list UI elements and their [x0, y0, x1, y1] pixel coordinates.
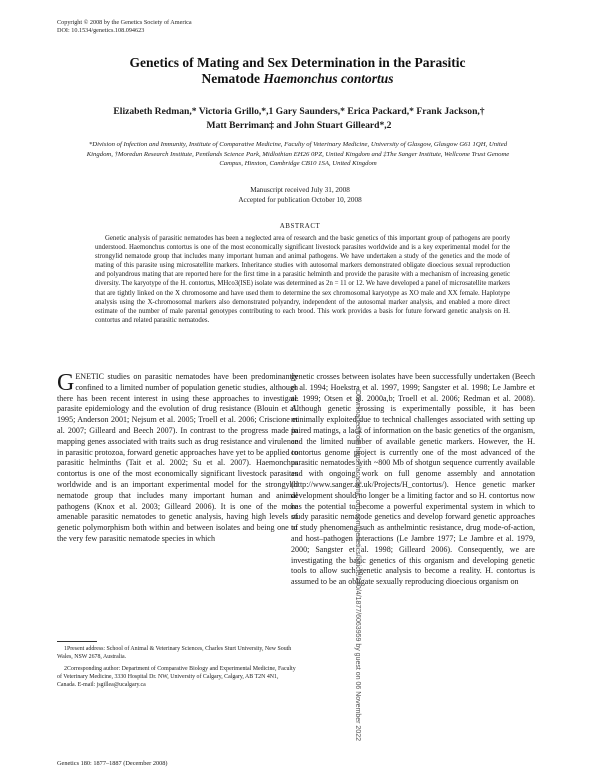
abstract — [95, 234, 510, 325]
doi-line: DOI: 10.1534/genetics.108.094623 — [57, 27, 145, 34]
footnote-2: 2Corresponding author: Department of Comparative Biology and Experimental Medicine, Faculty of Veterinary Medicine, 3330 Hospital Dr. NW, University of Calgary, Calgary, AB T2N 4N1, Canada. E-mail: jsgillea@ucalgary.ca — [57, 665, 296, 689]
accepted-date: Accepted for publication October 10, 2008 — [238, 195, 362, 204]
received-date: Manuscript received July 31, 2008 — [250, 186, 350, 194]
title-line-2-prefix: Nematode — [201, 71, 264, 86]
drop-cap: G — [57, 370, 75, 396]
intro-text-left: ENETIC studies on parasitic nematodes have been predominantly confined to a limited number of population genetic studies, although there has been recent interest in using these approaches to investigate parasite epidemiology and the evolution of drug resistance (Blouin et al. 1995; Anderson 2001; Nejsum et al. 2005; Troell et al. 2006; Criscione et al. 2007; Gilleard and Beech 2007). In contrast to the progress made in mapping genes associated with traits such as drug resistance and virulence in parasitic protozoa, forward genetic approaches have yet to be applied to parasitic helminths (Tait et al. 2002; Su et al. 2007). Haemonchus contortus is one of the most economically significant livestock parasites worldwide and is an important experimental model for the strongylid nematode group that includes many important human and animal pathogens (Knox et al. 2003; Gilleard 2006). It is one of the more amenable parasitic nematodes to genetic analysis, having high levels of genetic polymorphism both within and between isolates and being one of the very few parasitic nematode species in which — [57, 372, 298, 543]
authors-line-1: Elizabeth Redman,* Victoria Grillo,*,1 Gary Saunders,* Erica Packard,* Frank Jackson,† — [113, 106, 485, 117]
footnote-rule — [57, 641, 97, 642]
abstract-heading: ABSTRACT — [279, 222, 321, 230]
download-watermark-text: Downloaded from https://academic.oup.com/genetics/article/180/4/1877/6063959 by guest on 06 November 2022 — [354, 390, 361, 741]
title-line-2 — [70, 71, 525, 87]
author-list — [60, 105, 538, 133]
article-title — [70, 55, 525, 87]
copyright-line: Copyright © 2008 by the Genetics Society of America — [57, 19, 192, 26]
intro-paragraph — [57, 372, 298, 545]
intro-text-right: genetic crosses between isolates have been successfully undertaken (Beech et al. 1994; Hoekstra et al. 1997, 1999; Sangster et al. 1998; Le Jambre et al. 1999; Otsen et al. 2000a,b; Troell et al. 2006; Redman et al. 2008). Although genetic crossing is experimentally possible, it has been minimally exploited due to technical challenges associated with setting up paired matings, a lack of information on the basic genetics of the organism, and the limited number of available genetic markers. However, the H. contortus genome project is currently one of the most advanced of the parasitic nematodes with ~800 Mb of shotgun sequence currently available and with ongoing work on full genome assembly and annotation (http://www.sanger.ac.uk/Projects/H_contortus/). Hence genetic marker development should no longer be a limiting factor and so H. contortus now has the potential to become a powerful experimental system in which to study parasitic nematode genetics and develop forward genetic approaches to study phenomena such as anthelmintic resistance, drug mode-of-action, and host–pathogen interactions (Le Jambre 1977; Le Jambre et al. 1979, 2000; Sangster et al. 1998; Gilleard 2006). Consequently, we are investigating the basic genetics of this organism and developing genetic tools to allow such genetic analysis to become a reality. H. contortus is assumed to be an obligate sexually reproducing dioecious organism on — [291, 372, 535, 587]
body-column-right — [291, 372, 535, 588]
body-column-left — [57, 372, 298, 545]
footnote-1: 1Present address: School of Animal & Veterinary Sciences, Charles Sturt University, New South Wales, NSW 2678, Australia. — [57, 646, 292, 661]
title-line-1: Genetics of Mating and Sex Determination in the Parasitic — [129, 55, 466, 70]
affiliations: *Division of Infection and Immunity, Institute of Comparative Medicine, Faculty of Veterinary Medicine, University of Glasgow, Glasgow G61 1QH, United Kingdom, †Moredun Research Institute, Pentlands Science Park, Midlothian EH26 0PZ, United Kingdom and ‡The Sanger Institute, Wellcome Trust Genome Campus, Hinxton, Cambridge CB10 1SA, United Kingdom — [86, 141, 510, 168]
journal-reference: Genetics 180: 1877–1887 (December 2008) — [57, 760, 168, 767]
manuscript-dates — [90, 186, 510, 205]
authors-line-2: Matt Berriman‡ and John Stuart Gilleard*,2 — [206, 120, 392, 131]
copyright-block — [57, 19, 192, 35]
abstract-text: Genetic analysis of parasitic nematodes has been a neglected area of research and the basic genetics of this important group of pathogens are poorly understood. Haemonchus contortus is one of the most economically significant livestock parasites worldwide and is a key experimental model for the strongylid nematode group that includes many important human and animal pathogens. We have undertaken a study of the genetics and the mode of mating of this parasite using microsatellite markers. Inheritance studies with autosomal markers demonstrated obligate dioecious sexual reproduction and polyandrous mating that are reported here for the first time in a parasitic helminth and provide the parasite with a mechanism of increasing genetic diversity. The karyotype of the H. contortus, MHco3(ISE) isolate was determined as 2n = 11 or 12. We have developed a panel of microsatellite markers that are tightly linked on the X chromosome and have used them to determine the sex chromosomal karyotype as XO male and XX female. Haplotype analysis using the X-chromosomal markers also demonstrated polyandry, independent of the autosomal marker analysis, and enabled a more direct estimate of the number of male parental genotypes contributing to each brood. This work provides a basis for future forward genetic analysis on H. contortus and related parasitic nematodes. — [95, 235, 510, 324]
title-species: Haemonchus contortus — [263, 71, 394, 86]
footnotes — [57, 645, 297, 692]
